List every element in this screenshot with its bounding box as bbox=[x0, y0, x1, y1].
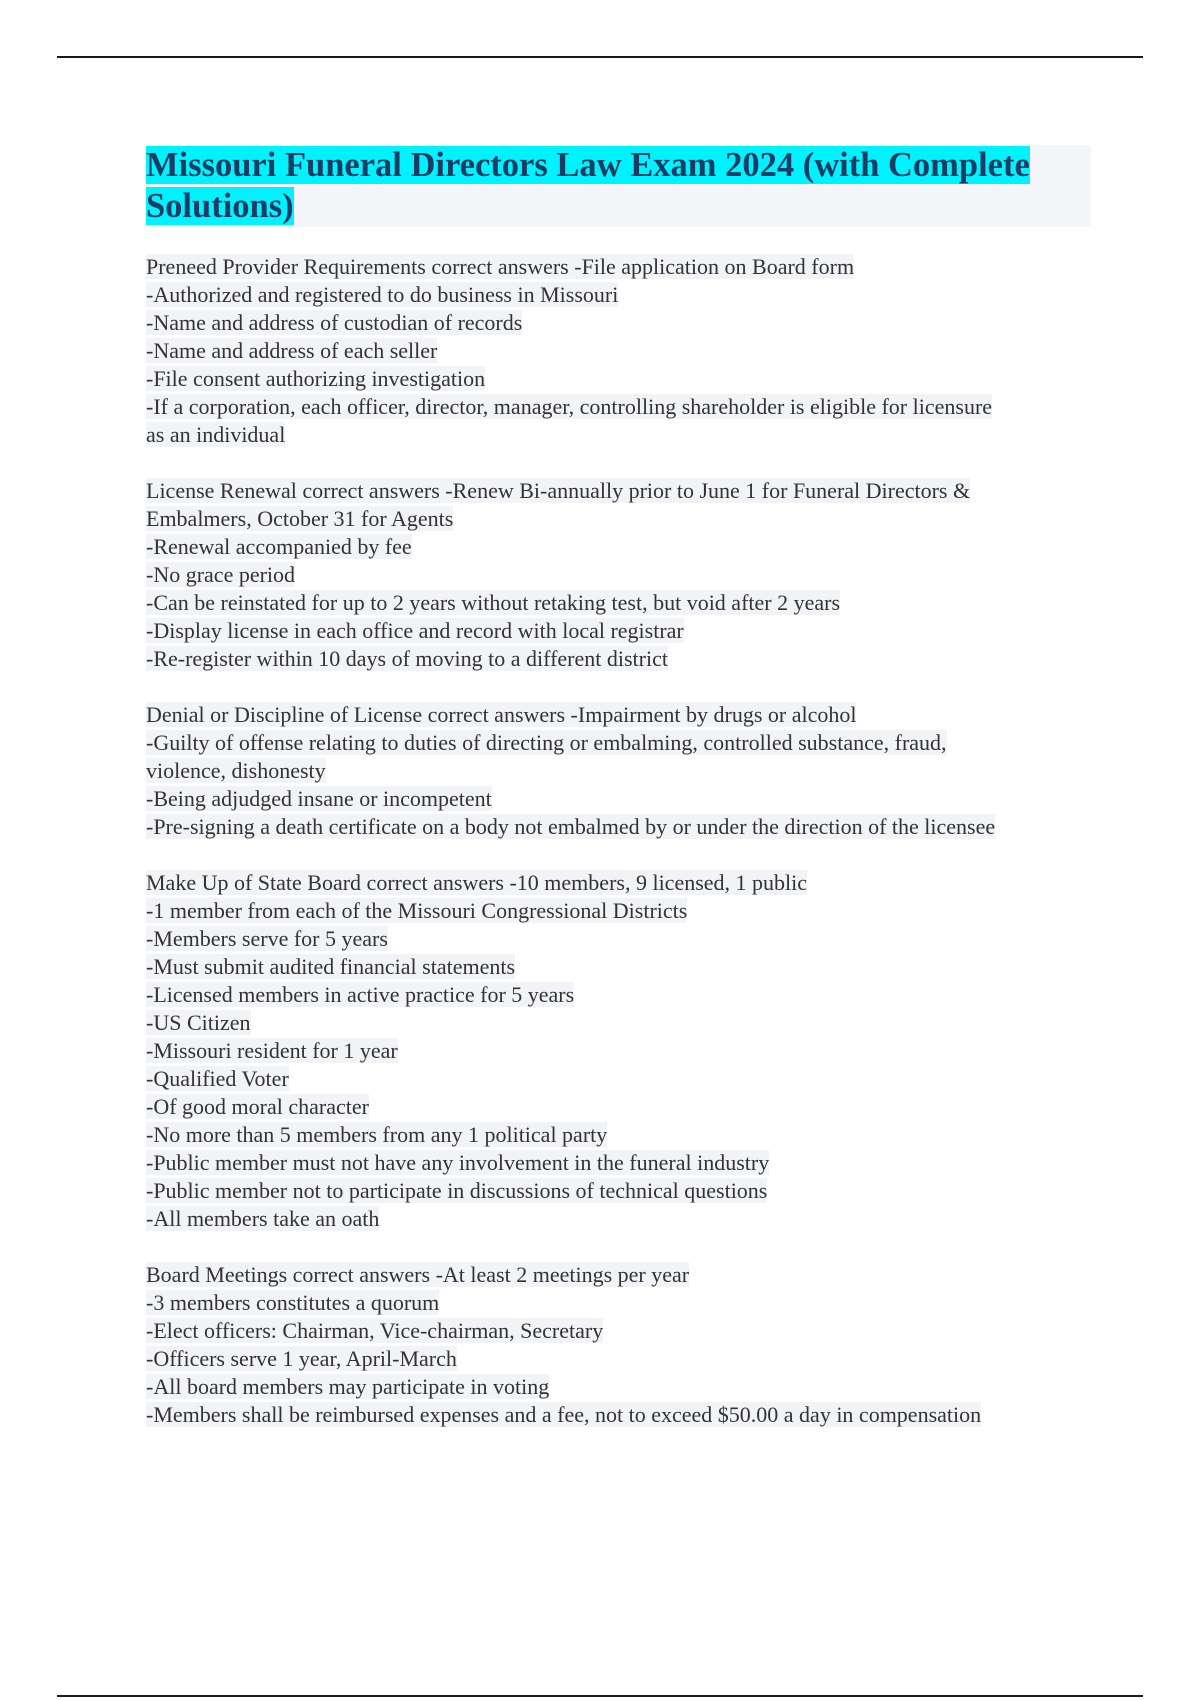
answer-line: -If a corporation, each officer, director, manager, controlling shareholder is eligible for licensure bbox=[146, 394, 993, 419]
answer-line: -Qualified Voter bbox=[146, 1066, 289, 1091]
answer-line: -Licensed members in active practice for 5 years bbox=[146, 982, 575, 1007]
question-line: Denial or Discipline of License correct answers -Impairment by drugs or alcohol bbox=[146, 702, 857, 727]
question-line: Board Meetings correct answers -At least 2 meetings per year bbox=[146, 1262, 690, 1287]
header-rule bbox=[57, 56, 1143, 58]
question-line: Make Up of State Board correct answers -10 members, 9 licensed, 1 public bbox=[146, 870, 808, 895]
answer-line: -Of good moral character bbox=[146, 1094, 369, 1119]
document-title: Missouri Funeral Directors Law Exam 2024 (with Complete Solutions) bbox=[146, 146, 1030, 225]
answer-line: -All board members may participate in voting bbox=[146, 1374, 550, 1399]
answer-line: -Being adjudged insane or incompetent bbox=[146, 786, 492, 811]
answer-line: -All members take an oath bbox=[146, 1206, 380, 1231]
qa-section bbox=[146, 701, 1091, 841]
question-line: Preneed Provider Requirements correct answers -File application on Board form bbox=[146, 254, 855, 279]
answer-line: -Name and address of custodian of records bbox=[146, 310, 523, 335]
answer-line: -Pre-signing a death certificate on a body not embalmed by or under the direction of the licensee bbox=[146, 814, 996, 839]
qa-section bbox=[146, 477, 1091, 673]
answer-line: violence, dishonesty bbox=[146, 758, 326, 783]
answer-line: -Public member not to participate in discussions of technical questions bbox=[146, 1178, 768, 1203]
sections-container bbox=[146, 253, 1091, 1429]
answer-line: -Missouri resident for 1 year bbox=[146, 1038, 398, 1063]
answer-line: -No grace period bbox=[146, 562, 296, 587]
answer-line: -File consent authorizing investigation bbox=[146, 366, 486, 391]
answer-line: Embalmers, October 31 for Agents bbox=[146, 506, 454, 531]
answer-line: -Elect officers: Chairman, Vice-chairman, Secretary bbox=[146, 1318, 604, 1343]
answer-line: -Name and address of each seller bbox=[146, 338, 438, 363]
answer-line: -Public member must not have any involvement in the funeral industry bbox=[146, 1150, 770, 1175]
answer-line: -Authorized and registered to do business in Missouri bbox=[146, 282, 619, 307]
answer-line: -Officers serve 1 year, April-March bbox=[146, 1346, 457, 1371]
answer-line: -Members serve for 5 years bbox=[146, 926, 388, 951]
answer-line: -No more than 5 members from any 1 political party bbox=[146, 1122, 608, 1147]
answer-line: -Members shall be reimbursed expenses and a fee, not to exceed $50.00 a day in compensation bbox=[146, 1402, 982, 1427]
answer-line: -Must submit audited financial statements bbox=[146, 954, 516, 979]
answer-line: -Can be reinstated for up to 2 years without retaking test, but void after 2 years bbox=[146, 590, 841, 615]
document-body bbox=[146, 145, 1091, 1457]
answer-line: -US Citizen bbox=[146, 1010, 251, 1035]
answer-line: -Renewal accompanied by fee bbox=[146, 534, 412, 559]
answer-line: -Re-register within 10 days of moving to a different district bbox=[146, 646, 668, 671]
answer-line: -Display license in each office and record with local registrar bbox=[146, 618, 684, 643]
footer-rule bbox=[57, 1695, 1143, 1697]
qa-section bbox=[146, 253, 1091, 449]
title-block bbox=[146, 145, 1091, 227]
answer-line: -Guilty of offense relating to duties of directing or embalming, controlled substance, fraud, bbox=[146, 730, 947, 755]
answer-line: -1 member from each of the Missouri Congressional Districts bbox=[146, 898, 688, 923]
qa-section bbox=[146, 869, 1091, 1233]
qa-section bbox=[146, 1261, 1091, 1429]
question-line: License Renewal correct answers -Renew Bi-annually prior to June 1 for Funeral Directors & bbox=[146, 478, 971, 503]
answer-line: as an individual bbox=[146, 422, 286, 447]
answer-line: -3 members constitutes a quorum bbox=[146, 1290, 440, 1315]
